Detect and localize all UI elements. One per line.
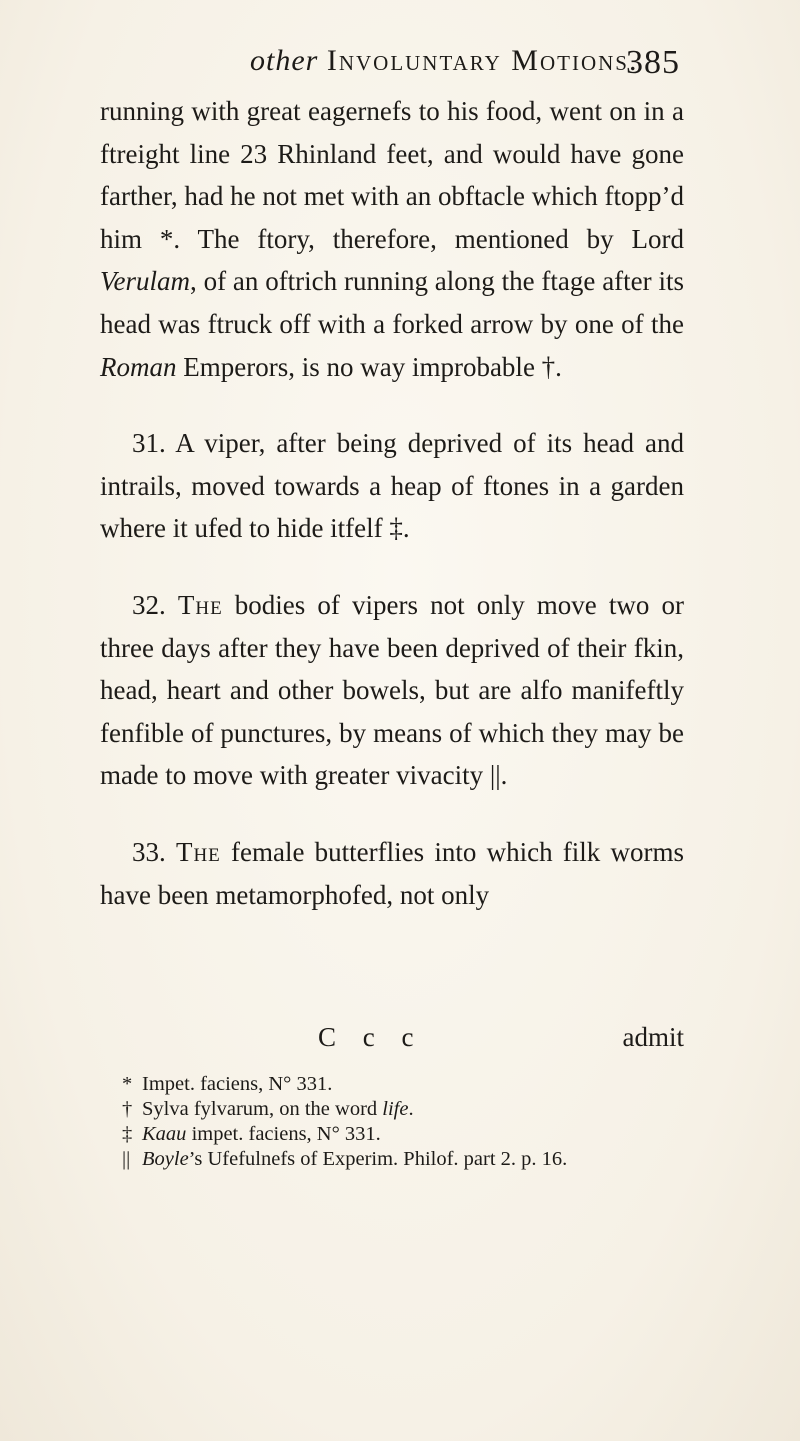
p3-number: 32. [132,589,166,620]
footnote-mark: ‡ [122,1123,133,1145]
footnote-mark: || [122,1148,131,1170]
p3-text: bodies of vipers not only move two or three days after they have been deprived of their fkin, head, heart and other bowels, but are alfo manifeftly fenfible of punctures, by means of which they may be made to move with greater vivacity ||. [100,589,684,791]
footnote-4 [122,1147,722,1172]
p1-italic-roman: Roman [100,351,177,382]
p2-text: 31. A viper, after being deprived of its head and intrails, moved towards a heap of ftones in a garden where it ufed to hide itfelf ‡. [100,428,684,544]
p1-text-3: Emperors, is no way improbable †. [176,351,562,382]
footnote-text: Impet. faciens, N° 331. [142,1073,333,1095]
footnotes [122,1072,722,1172]
signature-mark: C c c [318,1022,424,1052]
page-number: 385 [626,44,680,81]
running-header [250,38,680,88]
running-title-italic: other [250,44,319,77]
footnote-mark: * [122,1073,133,1095]
p1-text-1: running with great eagernefs to his food, went on in a ftreight line 23 Rhinland feet, and would have gone farther, had he not met with an obftacle which ftopp’d him *. The ftory, therefore, mentioned by Lord [100,96,684,254]
footnote-2 [122,1097,722,1122]
footnote-mark: † [122,1098,133,1120]
p1-italic-verulam: Verulam [100,266,190,297]
footnote-1 [122,1072,722,1097]
paragraph-32 [100,584,684,797]
footnote-text: Sylva fylvarum, on the word [142,1098,383,1120]
p4-text: female butterflies into which filk worms have been metamorphofed, not only [100,836,684,910]
running-title [250,44,638,78]
p4-number: 33. [132,836,166,867]
p4-smallcaps: The [175,836,221,867]
running-title-smallcaps: Involuntary Motions. [326,44,639,77]
footnote-italic: life [382,1098,409,1120]
body-text [100,90,684,916]
footnote-italic: Boyle [142,1148,189,1170]
paragraph-31 [100,422,684,550]
footnote-text-after: . [408,1098,414,1120]
paragraph-33 [100,831,684,916]
paragraph-1 [100,90,684,388]
footnote-italic: Kaau [142,1123,187,1145]
footnote-text: impet. faciens, N° 331. [186,1123,381,1145]
p1-text-2: , of an oftrich running along the ftage after its head was ftruck off with a forked arrow by one of the [100,266,684,339]
p3-smallcaps: The [177,589,223,620]
catchword: admit [622,1022,684,1052]
footnote-3 [122,1122,722,1147]
footnote-text: ’s Ufefulnefs of Experim. Philof. part 2. p. 16. [188,1148,568,1170]
